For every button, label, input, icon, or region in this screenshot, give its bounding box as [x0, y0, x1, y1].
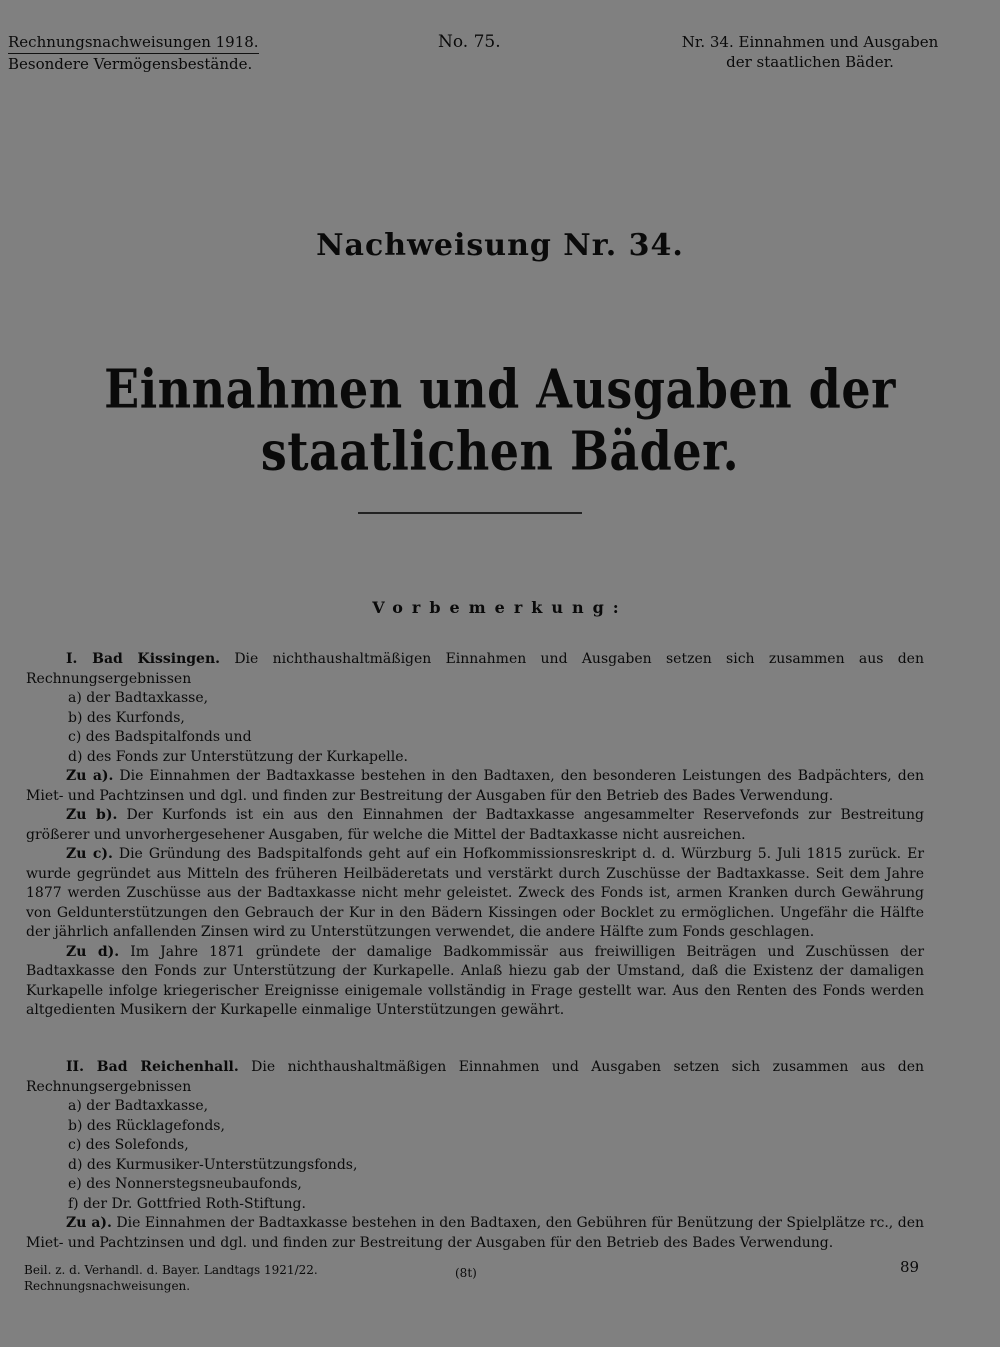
zu-c-label: Zu c).	[66, 846, 113, 862]
zu-a-text: Die Einnahmen der Badtaxkasse bestehen in den Badtaxen, den Gebühren für Benützung der Spielplätze rc., den Miet- und Pachtzinsen und dgl. und finden zur Bestreitung der Ausgaben für den Betrieb des Bades Verwendung.	[26, 1215, 924, 1251]
section-heading-vorbemerkung: Vorbemerkung:	[372, 598, 628, 617]
zu-a-text: Die Einnahmen der Badtaxkasse bestehen in den Badtaxen, den besonderen Leistungen des Badpächters, den Miet- und Pachtzinsen und dgl. und finden zur Bestreitung der Ausgaben für den Betrieb des Bades Verwendung.	[26, 768, 925, 804]
list-item: a) der Badtaxkasse,	[68, 690, 209, 706]
reichenhall-intro-paragraph	[26, 1058, 924, 1097]
header-left-line1: Rechnungsnachweisungen 1918.	[8, 32, 259, 54]
reichenhall-fund-list	[26, 1097, 924, 1214]
zu-d-label: Zu d).	[66, 943, 120, 960]
list-item: d) des Kurmusiker-Unterstützungsfonds,	[68, 1156, 358, 1173]
footer-left-line2: Rechnungsnachweisungen.	[24, 1279, 191, 1293]
kissingen-zu-a-paragraph	[26, 767, 924, 806]
header-right-line2: der staatlichen Bäder.	[726, 53, 894, 71]
section-bad-kissingen	[26, 650, 924, 1021]
footer-left-line1: Beil. z. d. Verhandl. d. Bayer. Landtags 1921/22.	[24, 1263, 318, 1277]
list-item: b) des Rücklagefonds,	[68, 1117, 225, 1134]
zu-a-label: Zu a).	[66, 1215, 112, 1231]
reichenhall-intro-text: Die nichthaushaltmäßigen Einnahmen und Ausgaben setzen sich zusammen aus den Rechnungsergebnissen	[26, 1059, 925, 1095]
list-item: c) des Badspitalfonds und	[68, 729, 252, 745]
kissingen-zu-d-paragraph	[26, 943, 924, 1021]
list-item: f) der Dr. Gottfried Roth-Stiftung.	[68, 1195, 306, 1212]
header-right	[670, 32, 950, 72]
kissingen-zu-c-paragraph	[26, 845, 924, 943]
header-right-line1: Nr. 34. Einnahmen und Ausgaben	[681, 33, 939, 51]
zu-b-text: Der Kurfonds ist ein aus den Einnahmen der Badtaxkasse angesammelter Reservefonds zur Bestreitung größerer und unvorhergesehener Ausgaben, für welche die Mittel der Badtaxkasse nicht ausreichen.	[26, 807, 924, 843]
document-number-title: Nachweisung Nr. 34.	[316, 228, 684, 263]
zu-a-label: Zu a).	[66, 768, 114, 784]
reichenhall-zu-a-paragraph	[26, 1214, 924, 1253]
kissingen-fund-list	[26, 689, 924, 767]
page-number: 89	[900, 1258, 920, 1276]
list-item: e) des Nonnerstegsneubaufonds,	[68, 1176, 302, 1192]
header-number: No. 75.	[438, 32, 501, 52]
title-divider	[358, 512, 582, 514]
zu-d-text: Im Jahre 1871 gründete der damalige Badkommissär aus freiwilligen Beiträgen und Zuschüssen der Badtaxkasse den Fonds zur Unterstützung der Kurkapelle. Anlaß hiezu gab der Umstand, daß die Existenz der damaligen Kurkapelle infolge kriegerischer Ereignisse einigemale vollständig in Frage gestellt war. Aus den Renten des Fonds werden altgedienten Musikern der Kurkapelle einmalige Unterstützungen gewährt.	[26, 943, 925, 1018]
header-left	[8, 32, 259, 74]
footer-citation	[24, 1262, 318, 1294]
list-item: a) der Badtaxkasse,	[68, 1098, 209, 1114]
kissingen-zu-b-paragraph	[26, 806, 924, 845]
list-item: d) des Fonds zur Unterstützung der Kurkapelle.	[68, 748, 408, 765]
section-bad-reichenhall	[26, 1058, 924, 1253]
reichenhall-heading: II. Bad Reichenhall.	[66, 1059, 239, 1075]
list-item: b) des Kurfonds,	[68, 709, 185, 726]
kissingen-heading: I. Bad Kissingen.	[66, 651, 221, 667]
footer-signature-mark: (8t)	[455, 1266, 477, 1280]
zu-c-text: Die Gründung des Badspitalfonds geht auf ein Hofkommissionsreskript d. d. Würzburg 5. Juli 1815 zurück. Er wurde gegründet aus Mitteln des früheren Heilbäderetats und verstärkt durch Zuschüsse der Badtaxkasse. Seit dem Jahre 1877 werden Zuschüsse aus der Badtaxkasse nicht mehr geleistet. Zweck des Fonds ist, armen Kranken durch Gewährung von Geldunterstützungen den Gebrauch der Kur in den Bädern Kissingen oder Bocklet zu ermöglichen. Ungefähr die Hälfte der jährlich anfallenden Zinsen wird zu Unterstützungen verwendet, die andere Hälfte zum Fonds geschlagen.	[26, 846, 925, 940]
kissingen-intro-paragraph	[26, 650, 924, 689]
list-item: c) des Solefonds,	[68, 1137, 189, 1153]
header-left-line2: Besondere Vermögensbestände.	[8, 55, 253, 73]
document-main-title: Einnahmen und Ausgaben der staatlichen Bäder.	[104, 357, 896, 483]
kissingen-intro-text: Die nichthaushaltmäßigen Einnahmen und Ausgaben setzen sich zusammen aus den Rechnungsergebnissen	[26, 651, 924, 687]
zu-b-label: Zu b).	[66, 807, 118, 823]
